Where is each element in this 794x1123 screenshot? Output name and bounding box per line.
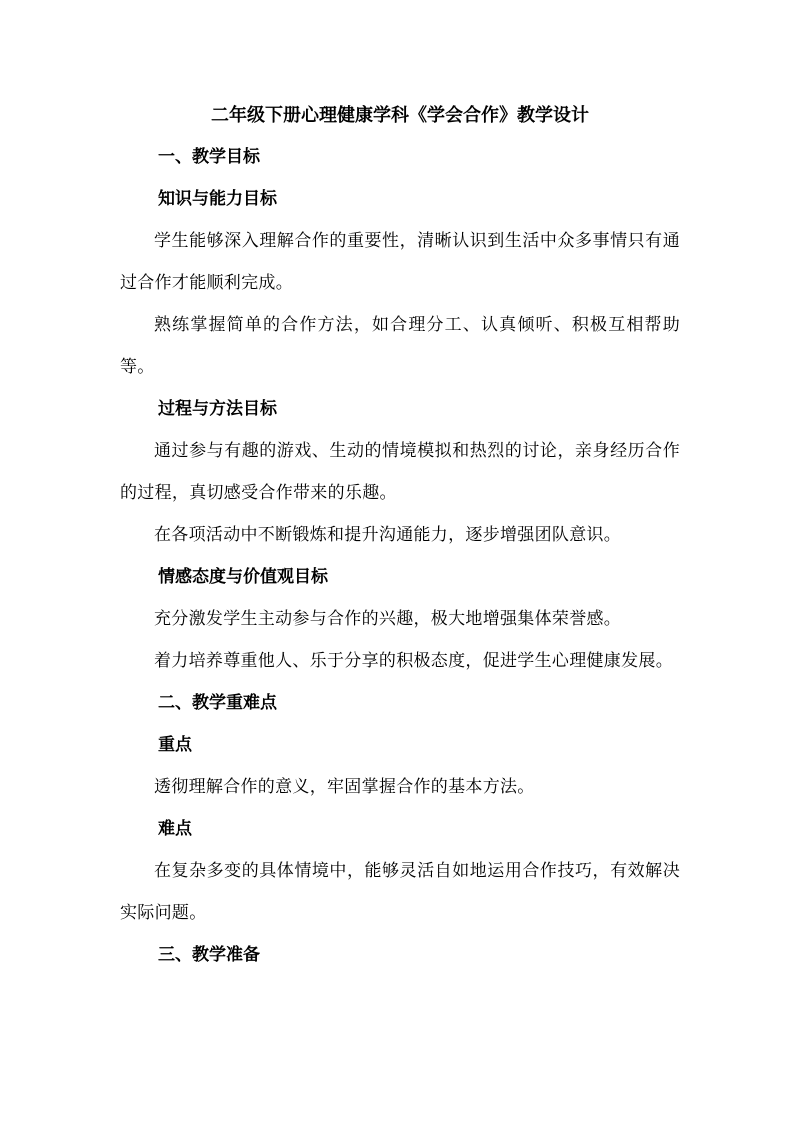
paragraph: 在复杂多变的具体情境中，能够灵活自如地运用合作技巧，有效解决实际问题。 [120, 861, 680, 923]
document-title: 二年级下册心理健康学科《学会合作》教学设计 [211, 105, 589, 126]
paragraph: 学生能够深入理解合作的重要性，清晰认识到生活中众多事情只有通过合作才能顺利完成。 [120, 231, 680, 293]
subheading-process-method: 过程与方法目标 [158, 399, 277, 419]
paragraph: 通过参与有趣的游戏、生动的情境模拟和热烈的讨论，亲身经历合作的过程，真切感受合作带来的乐趣。 [120, 441, 680, 503]
paragraph: 熟练掌握简单的合作方法，如合理分工、认真倾听、积极互相帮助等。 [120, 315, 680, 377]
subheading-emotion-values: 情感态度与价值观目标 [158, 567, 328, 587]
subheading-knowledge-ability: 知识与能力目标 [158, 189, 277, 209]
document-content [120, 96, 680, 976]
section-heading-preparation: 三、教学准备 [158, 945, 260, 965]
subheading-difficult-points: 难点 [158, 819, 192, 839]
section-heading-key-difficult-points: 二、教学重难点 [158, 693, 277, 713]
paragraph: 透彻理解合作的意义，牢固掌握合作的基本方法。 [154, 777, 535, 797]
subheading-key-points: 重点 [158, 735, 192, 755]
paragraph: 在各项活动中不断锻炼和提升沟通能力，逐步增强团队意识。 [154, 525, 622, 545]
paragraph: 充分激发学生主动参与合作的兴趣，极大地增强集体荣誉感。 [154, 609, 622, 629]
paragraph: 着力培养尊重他人、乐于分享的积极态度，促进学生心理健康发展。 [154, 651, 673, 671]
section-heading-objectives: 一、教学目标 [158, 147, 260, 167]
